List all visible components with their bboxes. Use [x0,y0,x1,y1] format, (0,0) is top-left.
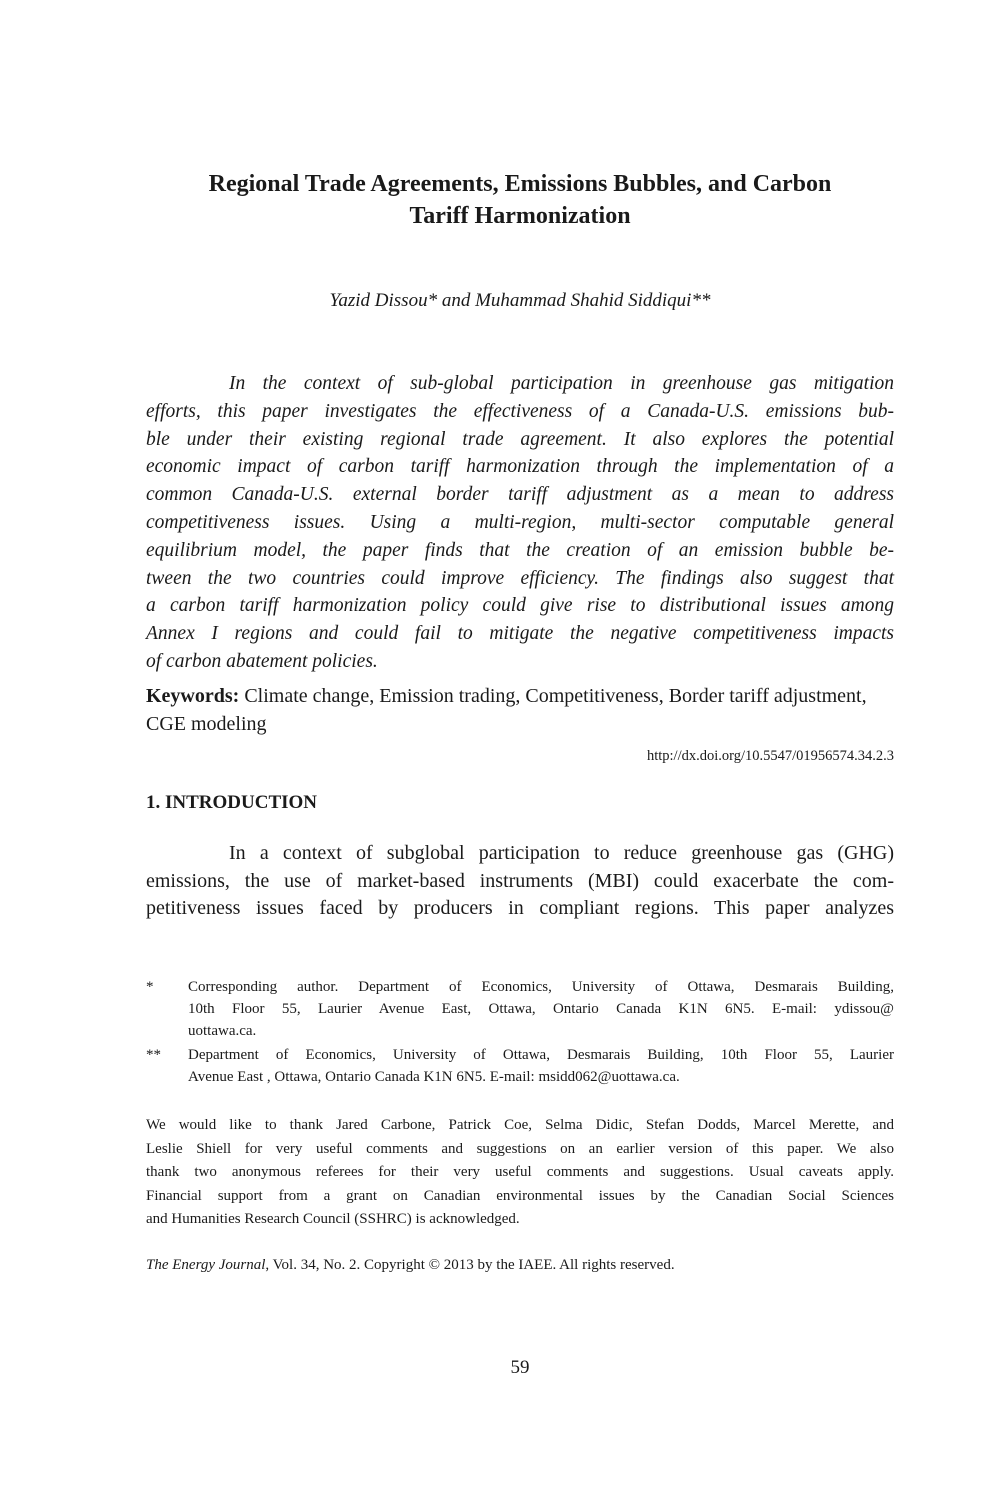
acknowledgement-line: We would like to thank Jared Carbone, Patrick Coe, Selma Didic, Stefan Dodds, Marcel Merette, and [146,1117,894,1133]
abstract-line: ble under their existing regional trade agreement. It also explores the potential [146,428,894,450]
author-list: Yazid Dissou* and Muhammad Shahid Siddiqui** [329,290,711,311]
body-line: emissions, the use of market-based instruments (MBI) could exacerbate the com- [146,869,894,892]
footnote-marker: * [146,979,154,995]
footnote-marker: ** [146,1047,161,1063]
acknowledgement-line: thank two anonymous referees for their very useful comments and suggestions. Usual caveats apply. [146,1164,894,1180]
keywords-text: Climate change, Emission trading, Competitiveness, Border tariff adjustment, CGE modeling [146,685,867,735]
acknowledgement [146,1114,894,1232]
abstract [146,370,894,676]
footnote-line: Avenue East , Ottawa, Ontario Canada K1N 6N5. E-mail: msidd062@uottawa.ca. [188,1069,680,1085]
abstract-line: efforts, this paper investigates the effectiveness of a Canada-U.S. emissions bub- [146,400,894,422]
footnote-line: Corresponding author. Department of Economics, University of Ottawa, Desmarais Building, [188,979,894,995]
abstract-line: tween the two countries could improve efficiency. The findings also suggest that [146,567,894,589]
footnote-line: uottawa.ca. [188,1023,257,1039]
footnote-line: Department of Economics, University of Ottawa, Desmarais Building, 10th Floor 55, Laurier [188,1047,894,1063]
body-line: petitiveness issues faced by producers in compliant regions. This paper analyzes [146,897,894,920]
journal-name: The Energy Journal [146,1257,266,1273]
keywords [146,682,894,738]
footnote-2 [146,1044,894,1088]
footnote-1 [146,976,894,1042]
introduction-paragraph [146,840,894,923]
abstract-line: In the context of sub-global participation in greenhouse gas mitigation [229,373,894,394]
acknowledgement-line: and Humanities Research Council (SSHRC) is acknowledged. [146,1211,520,1227]
abstract-line: equilibrium model, the paper finds that the creation of an emission bubble be- [146,539,894,561]
journal-details: , Vol. 34, No. 2. Copyright © 2013 by the IAEE. All rights reserved. [265,1257,675,1273]
abstract-line: economic impact of carbon tariff harmonization through the implementation of a [146,456,894,478]
footnote-line: 10th Floor 55, Laurier Avenue East, Ottawa, Ontario Canada K1N 6N5. E-mail: ydissou@ [188,1001,894,1017]
abstract-line: common Canada-U.S. external border tariff adjustment as a mean to address [146,484,894,506]
journal-citation [146,1254,894,1276]
acknowledgement-line: Financial support from a grant on Canadian environmental issues by the Canadian Social Sciences [146,1187,894,1204]
paper-title-line-1: Regional Trade Agreements, Emissions Bubbles, and Carbon [208,171,832,197]
paper-title-line-2: Tariff Harmonization [409,203,631,229]
abstract-line: a carbon tariff harmonization policy could give rise to distributional issues among [146,595,894,617]
page-number: 59 [510,1357,530,1378]
paper-title [146,168,894,232]
body-line: In a context of subglobal participation to reduce greenhouse gas (GHG) [229,842,894,864]
abstract-line: of carbon abatement policies. [146,650,378,672]
section-heading-introduction: 1. INTRODUCTION [146,792,318,813]
doi-link[interactable]: http://dx.doi.org/10.5547/01956574.34.2.3 [646,748,894,764]
abstract-line: Annex I regions and could fail to mitigate the negative competitiveness impacts [146,623,894,645]
abstract-line: competitiveness issues. Using a multi-region, multi-sector computable general [146,511,894,533]
acknowledgement-line: Leslie Shiell for very useful comments and suggestions on an earlier version of this paper. We also [146,1140,894,1157]
keywords-label: Keywords: [146,685,240,707]
footnotes [146,976,894,1088]
